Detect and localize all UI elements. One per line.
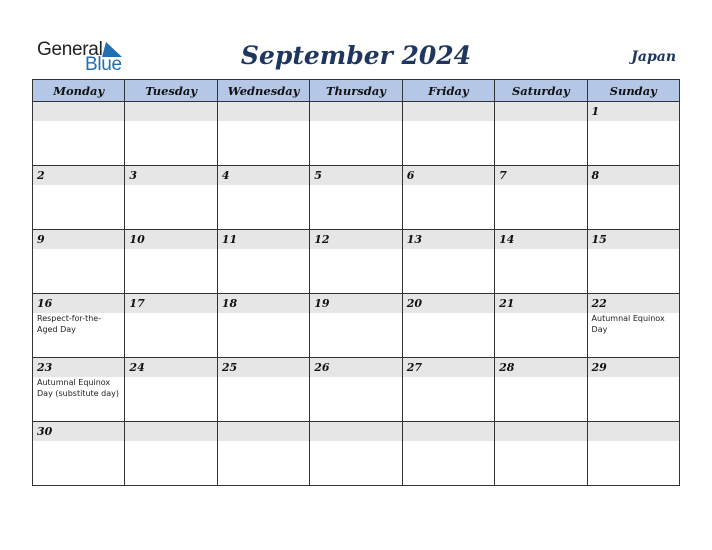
day-number: 19 bbox=[314, 297, 330, 310]
day-cell bbox=[33, 102, 125, 166]
day-cell bbox=[33, 358, 125, 422]
day-number: 4 bbox=[221, 169, 230, 182]
week-row bbox=[33, 166, 680, 230]
day-cell bbox=[33, 294, 125, 358]
day-number: 21 bbox=[499, 297, 515, 310]
day-header-band bbox=[588, 102, 679, 121]
weekday-header: Saturday bbox=[495, 80, 587, 102]
holiday-label: Respect-for-the-Aged Day bbox=[37, 314, 102, 334]
day-cell bbox=[587, 230, 679, 294]
day-number: 14 bbox=[499, 233, 515, 246]
day-number: 20 bbox=[406, 297, 422, 310]
day-cell bbox=[402, 230, 494, 294]
calendar-grid bbox=[32, 79, 680, 486]
day-cell bbox=[217, 422, 309, 486]
day-cell bbox=[402, 294, 494, 358]
day-number: 2 bbox=[37, 169, 45, 182]
day-cell bbox=[495, 102, 587, 166]
weekday-header: Wednesday bbox=[217, 80, 309, 102]
day-cell bbox=[310, 294, 402, 358]
day-header-band bbox=[125, 166, 216, 185]
day-cell bbox=[125, 230, 217, 294]
day-cell bbox=[125, 358, 217, 422]
calendar-title: September 2024 bbox=[240, 41, 472, 70]
day-number: 17 bbox=[129, 297, 145, 310]
day-cell bbox=[310, 166, 402, 230]
day-cell bbox=[125, 166, 217, 230]
day-header-band bbox=[495, 422, 586, 441]
logo-text-blue: Blue bbox=[85, 54, 122, 75]
day-number: 7 bbox=[499, 169, 507, 182]
weekday-header: Sunday bbox=[587, 80, 679, 102]
day-number: 22 bbox=[591, 297, 607, 310]
day-number: 8 bbox=[591, 169, 600, 182]
day-number: 12 bbox=[314, 233, 330, 246]
day-cell bbox=[33, 230, 125, 294]
day-cell bbox=[217, 230, 309, 294]
day-cell bbox=[402, 422, 494, 486]
weekday-header-row bbox=[33, 80, 680, 102]
day-number: 30 bbox=[37, 425, 53, 438]
day-cell bbox=[125, 294, 217, 358]
day-number: 16 bbox=[37, 297, 53, 310]
day-number: 3 bbox=[129, 169, 138, 182]
weekday-header: Monday bbox=[33, 80, 125, 102]
day-header-band bbox=[310, 166, 401, 185]
day-cell bbox=[495, 358, 587, 422]
day-number: 1 bbox=[591, 105, 600, 118]
country-label: Japan bbox=[631, 49, 676, 65]
day-header-band bbox=[495, 166, 586, 185]
day-number: 23 bbox=[37, 361, 53, 374]
day-number: 18 bbox=[221, 297, 238, 310]
day-cell bbox=[495, 166, 587, 230]
day-cell bbox=[217, 166, 309, 230]
day-header-band bbox=[125, 102, 216, 121]
day-cell bbox=[587, 358, 679, 422]
holiday-label: Autumnal Equinox Day (substitute day) bbox=[37, 378, 119, 398]
week-row bbox=[33, 422, 680, 486]
day-cell bbox=[217, 294, 309, 358]
day-header-band bbox=[403, 166, 494, 185]
day-number: 13 bbox=[406, 233, 422, 246]
day-header-band bbox=[403, 422, 494, 441]
day-cell bbox=[310, 422, 402, 486]
day-cell bbox=[587, 102, 679, 166]
day-cell bbox=[402, 102, 494, 166]
day-cell bbox=[310, 102, 402, 166]
day-cell bbox=[125, 422, 217, 486]
day-header-band bbox=[218, 166, 309, 185]
day-number: 29 bbox=[591, 361, 607, 374]
day-cell bbox=[217, 358, 309, 422]
day-header-band bbox=[403, 102, 494, 121]
day-number: 24 bbox=[129, 361, 145, 374]
day-cell bbox=[495, 230, 587, 294]
day-number: 10 bbox=[129, 233, 145, 246]
day-cell bbox=[33, 166, 125, 230]
logo-text-general: General bbox=[37, 39, 103, 60]
weekday-header: Tuesday bbox=[125, 80, 217, 102]
day-cell bbox=[402, 166, 494, 230]
weekday-header: Friday bbox=[402, 80, 494, 102]
week-row bbox=[33, 230, 680, 294]
day-cell bbox=[33, 422, 125, 486]
day-cell bbox=[587, 166, 679, 230]
day-number: 6 bbox=[406, 169, 415, 182]
day-number: 26 bbox=[314, 361, 330, 374]
day-number: 9 bbox=[37, 233, 45, 246]
day-header-band bbox=[495, 102, 586, 121]
day-header-band bbox=[33, 102, 124, 121]
day-header-band bbox=[218, 422, 309, 441]
week-row bbox=[33, 358, 680, 422]
weekday-header: Thursday bbox=[310, 80, 402, 102]
day-header-band bbox=[33, 166, 124, 185]
day-cell bbox=[217, 102, 309, 166]
day-number: 27 bbox=[406, 361, 422, 374]
day-cell bbox=[310, 230, 402, 294]
day-cell bbox=[495, 294, 587, 358]
day-number: 28 bbox=[499, 361, 515, 374]
day-number: 15 bbox=[591, 233, 607, 246]
week-row bbox=[33, 294, 680, 358]
day-number: 5 bbox=[314, 169, 322, 182]
day-cell bbox=[495, 422, 587, 486]
day-header-band bbox=[125, 422, 216, 441]
day-header-band bbox=[33, 230, 124, 249]
day-header-band bbox=[588, 166, 679, 185]
day-cell bbox=[125, 102, 217, 166]
day-cell bbox=[587, 422, 679, 486]
holiday-label: Autumnal Equinox Day bbox=[591, 314, 665, 334]
day-header-band bbox=[310, 422, 401, 441]
week-row bbox=[33, 102, 680, 166]
day-cell bbox=[402, 358, 494, 422]
day-header-band bbox=[310, 102, 401, 121]
day-cell bbox=[587, 294, 679, 358]
day-number: 25 bbox=[221, 361, 238, 374]
day-number: 11 bbox=[221, 233, 238, 246]
day-header-band bbox=[588, 422, 679, 441]
day-header-band bbox=[218, 102, 309, 121]
day-cell bbox=[310, 358, 402, 422]
